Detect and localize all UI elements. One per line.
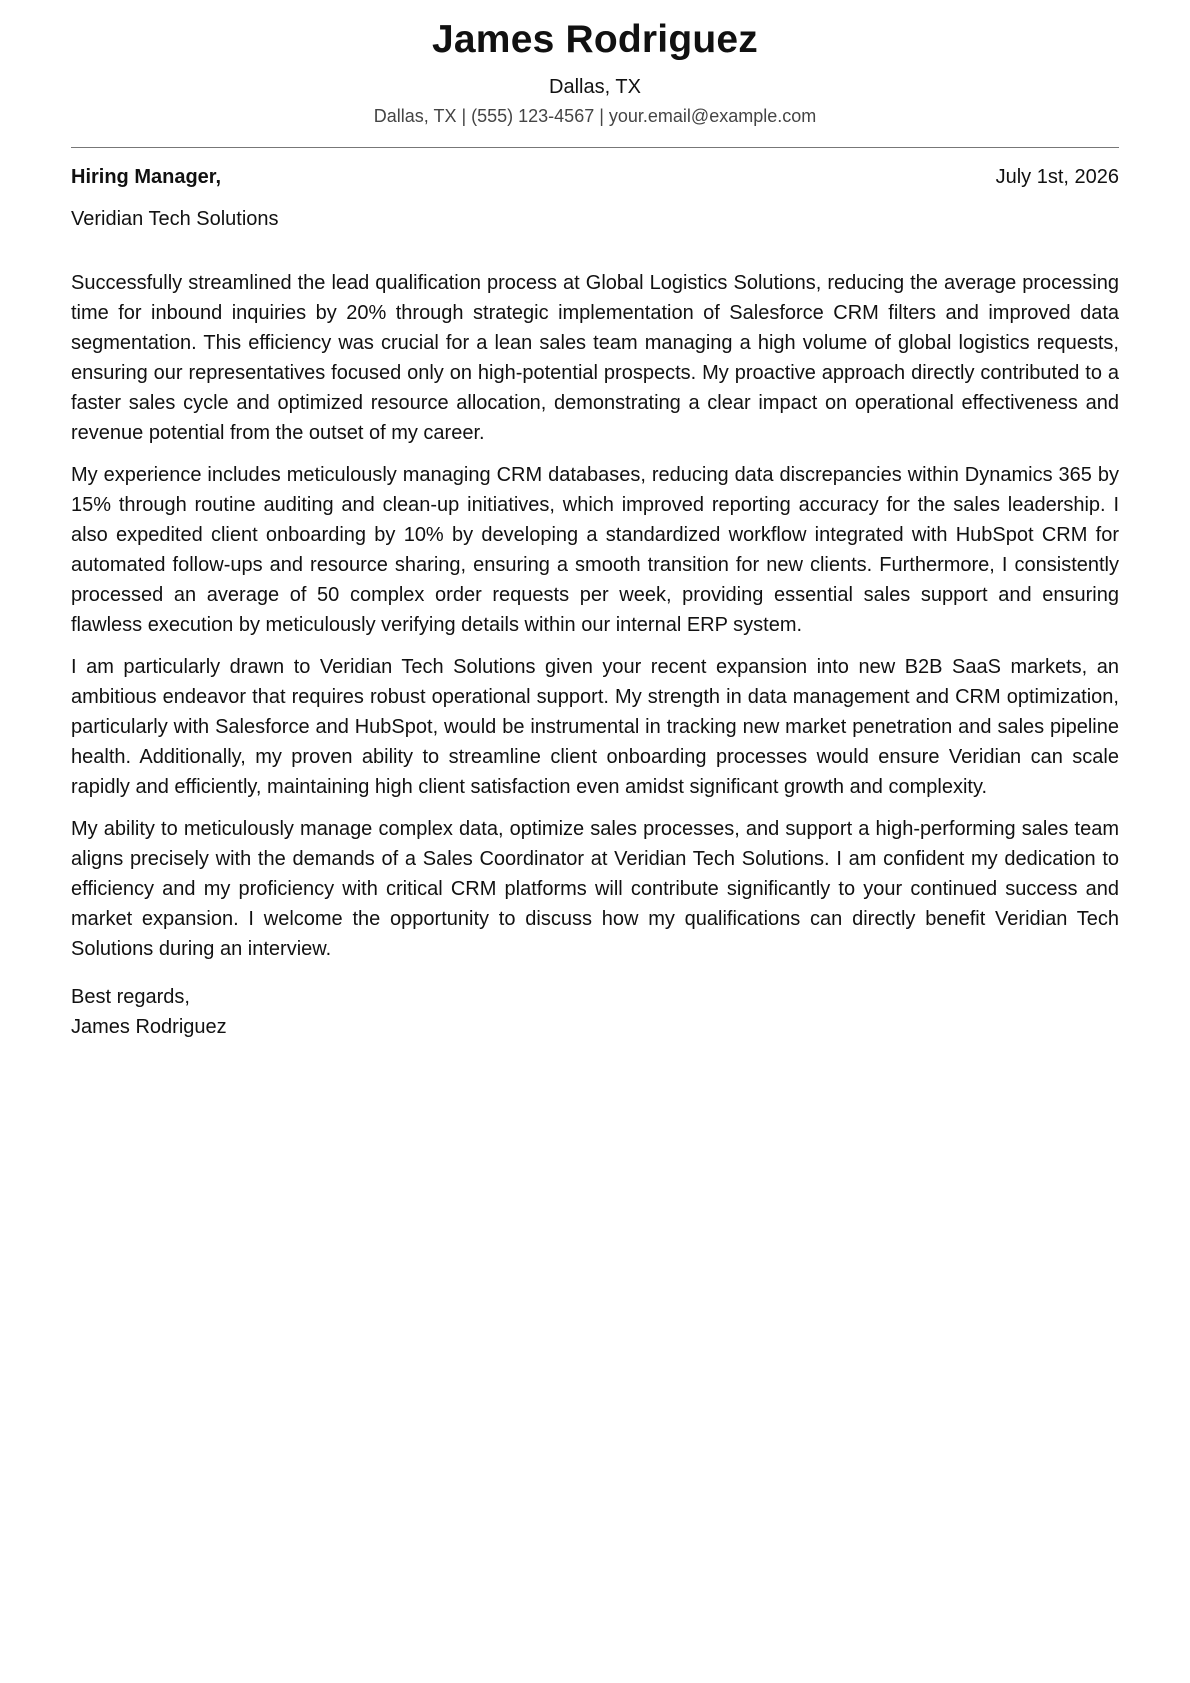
body-paragraph: I am particularly drawn to Veridian Tech Solutions given your recent expansion into new B2B SaaS markets, an ambitious endeavor that requires robust operational support. My strength in data management and CRM optimization, particularly with Salesforce and HubSpot, would be instrumental in tracking new market penetration and sales pipeline health. Additionally, my proven ability to streamline client onboarding processes would ensure Veridian can scale rapidly and efficiently, maintaining high client satisfaction even amidst significant growth and complexity. [71,656,1119,798]
closing-phrase: Best regards, [71,986,190,1008]
letter-body [71,268,1119,964]
body-paragraph: My experience includes meticulously managing CRM databases, reducing data discrepancies within Dynamics 365 by 15% through routine auditing and clean-up initiatives, which improved reporting accuracy for the sales leadership. I also expedited client onboarding by 10% by developing a standardized workflow integrated with HubSpot CRM for automated follow-ups and resource sharing, ensuring a smooth transition for new clients. Furthermore, I consistently processed an average of 50 complex order requests per week, providing essential sales support and ensuring flawless execution by meticulously verifying details within our internal ERP system. [71,464,1119,636]
recipient-company: Veridian Tech Solutions [71,208,279,230]
body-paragraph: My ability to meticulously manage complex data, optimize sales processes, and support a high-performing sales team aligns precisely with the demands of a Sales Coordinator at Veridian Tech Solutions. I am confident my dedication to efficiency and my proficiency with critical CRM platforms will contribute significantly to your continued success and market expansion. I welcome the opportunity to discuss how my qualifications can directly benefit Veridian Tech Solutions during an interview. [71,818,1119,960]
letter-header [71,0,1119,128]
letter-date: July 1st, 2026 [995,166,1119,188]
applicant-contact-line: Dallas, TX | (555) 123-4567 | your.email@example.com [373,106,817,126]
recipient-salutation: Hiring Manager, [71,166,222,188]
header-divider [71,147,1119,148]
signature-name: James Rodriguez [71,1016,227,1038]
salutation-row [71,164,1119,190]
body-paragraph: Successfully streamlined the lead qualification process at Global Logistics Solutions, reducing the average processing time for inbound inquiries by 20% through strategic implementation of Salesforce CRM filters and improved data segmentation. This efficiency was crucial for a lean sales team managing a high volume of global logistics requests, ensuring our representatives focused only on high-potential prospects. My proactive approach directly contributed to a faster sales cycle and optimized resource allocation, demonstrating a clear impact on operational effectiveness and revenue potential from the outset of my career. [71,272,1119,444]
applicant-location: Dallas, TX [549,76,641,98]
applicant-name: James Rodriguez [432,18,758,61]
letter-closing [71,982,1119,1042]
